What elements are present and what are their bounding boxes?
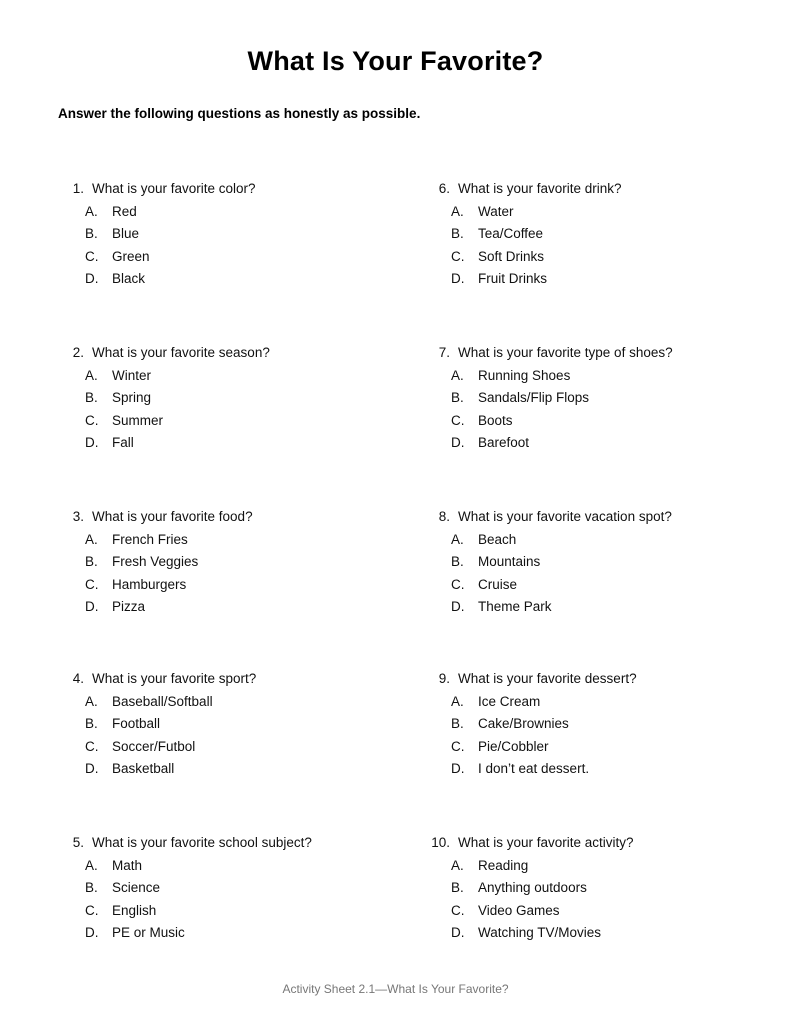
question-3 bbox=[58, 509, 388, 615]
question-text: What is your favorite dessert? bbox=[458, 671, 637, 686]
question-10 bbox=[424, 835, 754, 941]
question-text: What is your favorite sport? bbox=[92, 671, 257, 686]
question-text: What is your favorite color? bbox=[92, 181, 256, 196]
option-letter: A. bbox=[85, 203, 98, 219]
option-a bbox=[58, 368, 388, 384]
option-c bbox=[58, 739, 388, 755]
option-c bbox=[58, 249, 388, 265]
option-c bbox=[424, 249, 754, 265]
option-a bbox=[58, 204, 388, 220]
question-number: 10. bbox=[431, 835, 450, 850]
option-text: Green bbox=[112, 248, 150, 264]
option-text: Beach bbox=[478, 531, 517, 547]
question-text: What is your favorite school subject? bbox=[92, 835, 312, 850]
option-letter: C. bbox=[451, 902, 465, 918]
option-list bbox=[424, 858, 754, 942]
option-letter: D. bbox=[451, 599, 465, 614]
instructions: Answer the following questions as honestly as possible. bbox=[58, 106, 421, 121]
option-d bbox=[424, 271, 754, 287]
question-number: 1. bbox=[72, 181, 84, 196]
option-d bbox=[424, 761, 754, 777]
option-letter: D. bbox=[451, 761, 465, 776]
option-text: Summer bbox=[112, 412, 164, 428]
option-text: Fall bbox=[112, 435, 134, 450]
option-letter: C. bbox=[451, 412, 465, 428]
option-list bbox=[58, 694, 388, 778]
option-letter: D. bbox=[451, 925, 465, 940]
option-list bbox=[58, 532, 388, 616]
question-number: 9. bbox=[438, 671, 450, 686]
option-letter: D. bbox=[85, 435, 99, 450]
option-letter: B. bbox=[85, 716, 98, 731]
option-text: Cake/Brownies bbox=[478, 716, 569, 731]
option-list bbox=[424, 368, 754, 452]
option-text: Science bbox=[112, 880, 161, 895]
option-c bbox=[424, 739, 754, 755]
option-text: Tea/Coffee bbox=[478, 226, 544, 241]
option-list bbox=[58, 204, 388, 288]
option-text: PE or Music bbox=[112, 925, 185, 940]
option-letter: D. bbox=[85, 271, 99, 286]
option-letter: A. bbox=[451, 531, 464, 547]
option-letter: B. bbox=[85, 226, 98, 241]
option-c bbox=[58, 903, 388, 919]
question-8 bbox=[424, 509, 754, 615]
option-a bbox=[424, 858, 754, 874]
option-text: Fruit Drinks bbox=[478, 271, 548, 286]
question-number: 4. bbox=[72, 671, 84, 686]
option-text: Baseball/Softball bbox=[112, 693, 213, 709]
option-b bbox=[58, 554, 388, 570]
question-7 bbox=[424, 345, 754, 451]
option-text: Math bbox=[112, 857, 143, 873]
option-d bbox=[424, 435, 754, 451]
option-text: Football bbox=[112, 716, 161, 731]
option-text: Barefoot bbox=[478, 435, 530, 450]
option-letter: A. bbox=[451, 367, 464, 383]
option-a bbox=[424, 694, 754, 710]
question-number: 3. bbox=[72, 509, 84, 524]
option-list bbox=[424, 204, 754, 288]
question-number: 6. bbox=[438, 181, 450, 196]
option-letter: D. bbox=[85, 761, 99, 776]
question-number: 8. bbox=[438, 509, 450, 524]
option-letter: C. bbox=[85, 738, 99, 754]
question-4 bbox=[58, 671, 388, 777]
option-text: Running Shoes bbox=[478, 367, 571, 383]
option-text: Cruise bbox=[478, 576, 518, 592]
option-text: Sandals/Flip Flops bbox=[478, 390, 590, 405]
option-letter: D. bbox=[451, 271, 465, 286]
option-letter: A. bbox=[451, 203, 464, 219]
option-letter: A. bbox=[85, 367, 98, 383]
option-text: English bbox=[112, 902, 157, 918]
option-text: Watching TV/Movies bbox=[478, 925, 602, 940]
option-text: Mountains bbox=[478, 554, 541, 569]
option-b bbox=[424, 226, 754, 242]
option-text: Boots bbox=[478, 412, 513, 428]
option-d bbox=[58, 925, 388, 941]
option-d bbox=[58, 761, 388, 777]
question-9 bbox=[424, 671, 754, 777]
question-text: What is your favorite drink? bbox=[458, 181, 622, 196]
option-a bbox=[424, 204, 754, 220]
question-number: 5. bbox=[72, 835, 84, 850]
question-text: What is your favorite vacation spot? bbox=[458, 509, 672, 524]
option-c bbox=[58, 577, 388, 593]
option-d bbox=[58, 271, 388, 287]
option-b bbox=[424, 554, 754, 570]
option-text: Winter bbox=[112, 367, 152, 383]
page-title: What Is Your Favorite? bbox=[247, 46, 544, 76]
option-b bbox=[424, 390, 754, 406]
option-letter: A. bbox=[85, 531, 98, 547]
option-text: French Fries bbox=[112, 531, 188, 547]
question-2 bbox=[58, 345, 388, 451]
question-6 bbox=[424, 181, 754, 287]
question-5 bbox=[58, 835, 388, 941]
option-letter: B. bbox=[451, 880, 464, 895]
question-text: What is your favorite food? bbox=[92, 509, 253, 524]
option-letter: C. bbox=[85, 248, 99, 264]
option-list bbox=[58, 858, 388, 942]
option-text: Soft Drinks bbox=[478, 248, 545, 264]
option-text: Water bbox=[478, 203, 514, 219]
option-letter: C. bbox=[451, 576, 465, 592]
option-text: Reading bbox=[478, 857, 529, 873]
option-c bbox=[424, 577, 754, 593]
option-text: Black bbox=[112, 271, 146, 286]
option-letter: D. bbox=[451, 435, 465, 450]
option-text: Anything outdoors bbox=[478, 880, 587, 895]
option-text: Blue bbox=[112, 226, 140, 241]
page-footer: Activity Sheet 2.1—What Is Your Favorite? bbox=[282, 982, 509, 996]
option-d bbox=[424, 599, 754, 615]
option-letter: D. bbox=[85, 925, 99, 940]
option-letter: A. bbox=[451, 693, 464, 709]
option-d bbox=[424, 925, 754, 941]
option-a bbox=[58, 694, 388, 710]
option-b bbox=[58, 880, 388, 896]
option-text: Hamburgers bbox=[112, 576, 187, 592]
option-text: Fresh Veggies bbox=[112, 554, 199, 569]
option-a bbox=[58, 532, 388, 548]
option-letter: B. bbox=[451, 716, 464, 731]
option-letter: C. bbox=[451, 738, 465, 754]
option-b bbox=[424, 880, 754, 896]
option-c bbox=[58, 413, 388, 429]
option-letter: B. bbox=[85, 390, 98, 405]
option-d bbox=[58, 599, 388, 615]
option-text: Spring bbox=[112, 390, 152, 405]
option-text: Red bbox=[112, 203, 137, 219]
option-a bbox=[424, 532, 754, 548]
option-text: Video Games bbox=[478, 902, 560, 918]
option-letter: B. bbox=[451, 390, 464, 405]
option-text: Pizza bbox=[112, 599, 146, 614]
option-text: Pie/Cobbler bbox=[478, 738, 549, 754]
option-letter: A. bbox=[85, 857, 98, 873]
option-letter: B. bbox=[451, 554, 464, 569]
option-a bbox=[424, 368, 754, 384]
option-c bbox=[424, 903, 754, 919]
option-letter: C. bbox=[85, 412, 99, 428]
option-list bbox=[424, 694, 754, 778]
option-b bbox=[58, 390, 388, 406]
question-text: What is your favorite type of shoes? bbox=[458, 345, 673, 360]
option-letter: D. bbox=[85, 599, 99, 614]
option-letter: C. bbox=[451, 248, 465, 264]
option-letter: A. bbox=[451, 857, 464, 873]
option-letter: C. bbox=[85, 902, 99, 918]
question-text: What is your favorite season? bbox=[92, 345, 270, 360]
option-list bbox=[424, 532, 754, 616]
option-letter: B. bbox=[85, 554, 98, 569]
option-letter: B. bbox=[85, 880, 98, 895]
question-1 bbox=[58, 181, 388, 287]
option-b bbox=[58, 226, 388, 242]
option-text: Theme Park bbox=[478, 599, 552, 614]
option-letter: B. bbox=[451, 226, 464, 241]
option-list bbox=[58, 368, 388, 452]
option-text: I don’t eat dessert. bbox=[478, 761, 590, 776]
question-number: 2. bbox=[72, 345, 84, 360]
question-text: What is your favorite activity? bbox=[458, 835, 634, 850]
question-number: 7. bbox=[438, 345, 450, 360]
option-c bbox=[424, 413, 754, 429]
option-text: Ice Cream bbox=[478, 693, 541, 709]
option-letter: C. bbox=[85, 576, 99, 592]
option-letter: A. bbox=[85, 693, 98, 709]
option-a bbox=[58, 858, 388, 874]
option-b bbox=[424, 716, 754, 732]
option-d bbox=[58, 435, 388, 451]
option-text: Soccer/Futbol bbox=[112, 738, 196, 754]
option-text: Basketball bbox=[112, 761, 175, 776]
option-b bbox=[58, 716, 388, 732]
